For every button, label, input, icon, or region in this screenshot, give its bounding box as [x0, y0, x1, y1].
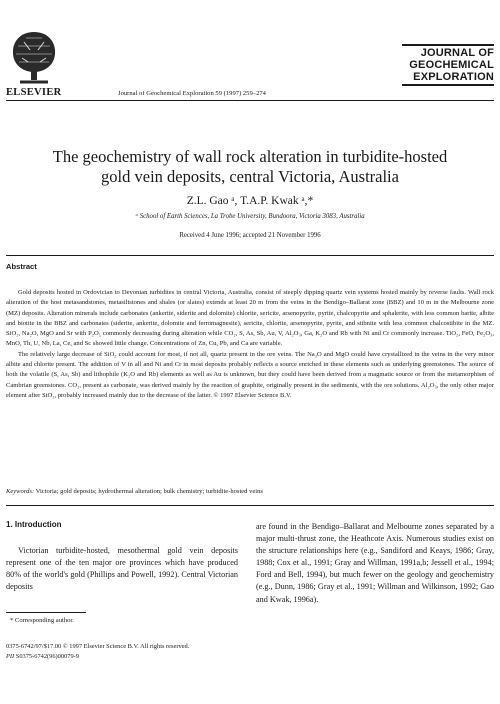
journal-name-line-3: EXPLORATION	[413, 71, 494, 83]
copyright-line: 0375-6742/97/$17.00 © 1997 Elsevier Science B.V. All rights reserved.	[6, 643, 190, 650]
footnote-rule	[6, 612, 86, 613]
journal-citation: Journal of Geochemical Exploration 59 (1997) 259–274	[118, 90, 266, 97]
journal-name-rule-bottom	[402, 84, 494, 86]
elsevier-tree-logo-icon	[6, 26, 62, 86]
intro-left-column: Victorian turbidite-hosted, mesothermal gold vein deposits represent one of the ten major ore provinces which have produced 80% of the world's gold (Phillips and Powell, 1992). Central Victorian deposits	[6, 546, 238, 591]
pii-label: PII	[6, 653, 15, 660]
author-affiliation: ᵃ School of Earth Sciences, La Trobe University, Bundoora, Victoria 3083, Australia	[135, 213, 365, 220]
abstract-paragraph-2: The relatively large decrease of SiO₂ could account for most, if not all, quartz present in the ore veins. The Na₂O and MgO could have crystallized in the veins in the very minor albite and chlorite present. The addition of V in all and Ni and Cr in most deposits probably reflects a source enriched in these elements such as underlying greenstones. The source of both the volatile (S, As, Sb) and lithophile (K₂O and Rb) elements as well as Au is unknown, but they could have been derived from a magmatic source or from the metamorphism of Cambrian greenstones. CO₂, present as carbonate, was derived mainly by the reaction of graphite, originally present in the sediments, with the ore solutions. Al₂O₃, the only other major element after SiO₂, probably increased mainly due to the decrease of the latter. © 1997 Elsevier Science B.V.	[6, 350, 494, 399]
publisher-name: ELSEVIER	[6, 87, 62, 98]
received-dates: Received 4 June 1996; accepted 21 November 1996	[179, 232, 321, 239]
intro-right-column: are found in the Bendigo–Ballarat and Melbourne zones separated by a major multi-thrust zone, the Heathcote Axis. Numerous studies exist on the structure relationships here (e.g., Sandiford and Keays, 1986; Gray, 1988; Cox et al., 1991; Gray and Willman, 1991a,b; Jessell et al., 1994; Ford and Bell, 1994), but much fewer on the geology and geochemistry (e.g., Dunn, 1986; Gray et al., 1991; Willman and Wilkinson, 1992; Gao and Kwak, 1996a).	[256, 522, 494, 604]
pii-value: S0375-6742(96)00079-9	[15, 653, 79, 660]
abstract-body	[6, 288, 494, 401]
body-divider	[6, 505, 494, 506]
abstract-paragraph-1: Gold deposits hosted in Ordovician to Devonian turbidites in central Victoria, Australia, consist of steeply dipping quartz vein systems hosted mainly by reverse faults. Wall rock alteration of the host metasandstones, metasiltstones and shales (or slates) extends at least 20 m from the veins in the Bendigo–Ballarat zone (BBZ) and 10 m in the Melbourne zone (MZ) deposits. Alteration minerals include carbonates (ankerite, siderite and dolomite) chlorite, sericite, arsenopyrite, pyrite, chalcopyrite and sphalerite, with less common barite, albite and biotite in the BBZ and carbonates (siderite, ankerite, dolomite and ferromagnesite), sericite, chlorite, arsenopyrite, pyrite, and stibnite with less common chalcostibite in the MZ. SiO₂, Na₂O, MgO and Sr with P₂O₅ commonly decreasing during alteration while CO₂, S, As, Sb, Au, V, Al₂O₃, Ga, K₂O and Rb with Ni and Cr commonly increase. TiO₂, FeO, Fe₂O₃, MnO, Th, U, Nb, La, Ce, and Sc showed little change. Concentrations of Zn, Cu, Pb, and Ca are variable.	[6, 289, 494, 348]
keywords	[6, 488, 494, 495]
article-title-line-1: The geochemistry of wall rock alteration in turbidite-hosted	[52, 147, 448, 166]
journal-name-line-2: GEOCHEMICAL	[409, 59, 494, 71]
keywords-label: Keywords:	[6, 488, 35, 495]
article-title-line-2: gold vein deposits, central Victoria, Australia	[101, 167, 399, 186]
abstract-heading: Abstract	[6, 262, 37, 271]
journal-name-rule	[402, 44, 494, 46]
section-heading-introduction: 1. Introduction	[6, 520, 62, 529]
pii-line	[6, 653, 79, 660]
article-title	[10, 147, 490, 187]
keywords-text: Victoria; gold deposits; hydrothermal alteration; bulk chemistry; turbidite-hosted veins	[35, 488, 263, 495]
journal-name-line-1: JOURNAL OF	[420, 47, 494, 59]
journal-name-block	[402, 43, 494, 87]
article-authors: Z.L. Gao ᵃ, T.A.P. Kwak ᵃ,*	[186, 195, 314, 207]
header-divider	[6, 100, 494, 101]
abstract-divider	[6, 255, 494, 256]
footnote-corresponding-author: * Corresponding author.	[10, 617, 74, 624]
